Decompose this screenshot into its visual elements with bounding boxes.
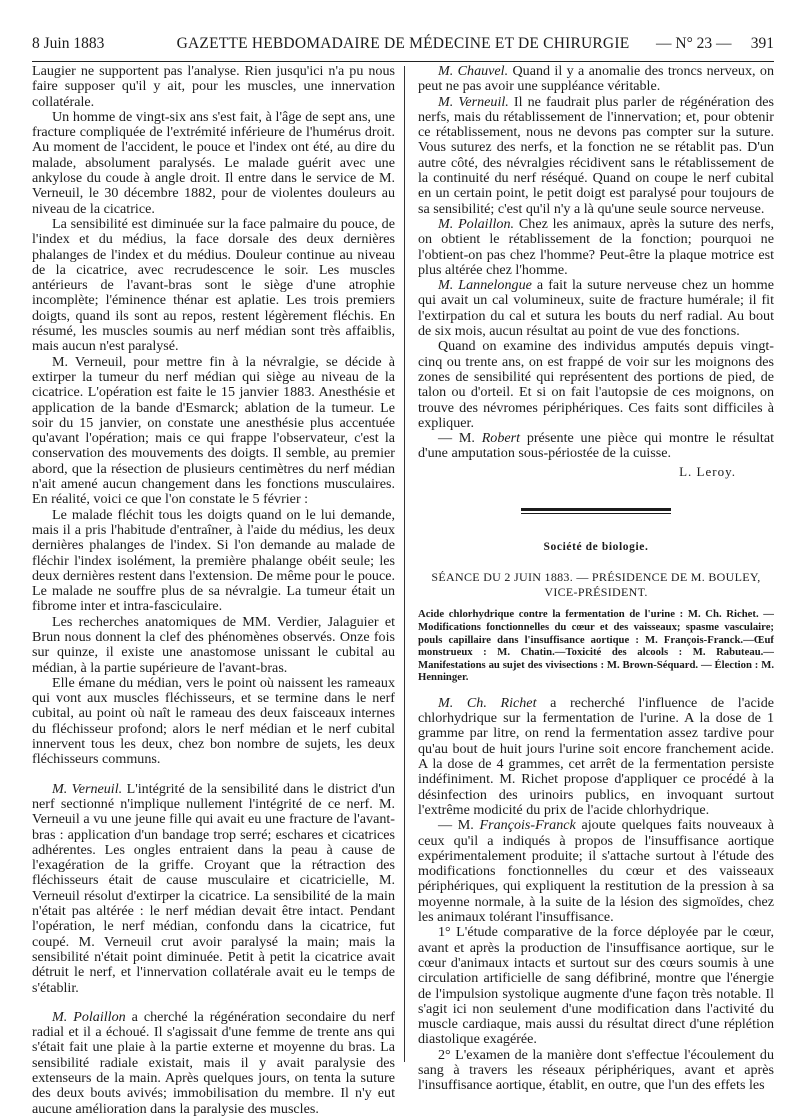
speaker-name: M. Ch. Richet — [438, 694, 537, 711]
paragraph — [32, 782, 395, 996]
speaker-name: M. Verneuil. — [438, 93, 509, 110]
paragraph-text: ajoute quelques faits nouveaux à ceux qu'il a indiqués à propos de l'insuffisance aortique expérimentalement produite; il s'attache surtout à l'étude des modifications fonctionnelles du cœur et des vaisseaux périphériques, qui expliquent la restitution de la pression à sa moyenne normale, à la suite de la lésion des sigmoïdes, chez les animaux tolérant l'insuffisance. — [418, 817, 774, 926]
dash-prefix: — M. — [438, 817, 474, 834]
paragraph — [418, 278, 774, 339]
paragraph: Laugier ne supportent pas l'analyse. Rien jusqu'ici n'a pu nous faire supposer qu'il y ait, pour les muscles, une innervation collatérale. — [32, 63, 395, 110]
speaker-name: M. Lannelongue — [438, 277, 532, 294]
paragraph-text: L'intégrité de la sensibilité dans le district d'un nerf sectionné n'implique nullement l'intégrité de ce nerf. M. Verneuil a vu une jeune fille qui avait eu une fracture de l'avant-bras : application d'un bandage trop serré; eschares et cicatrices adhérentes. Les ongles entraient dans la peau à cause de l'exagération de la griffe. Croyant que la rétraction des fléchisseurs était de cause musculaire et cicatricielle, M. Verneuil résolut d'extirper la cicatrice. La sensibilité de la main n'était pas altérée : le nerf médian devait être intact. Pendant l'opération, le nerf médian, confondu dans la cicatrice, fut coupé. M. Verneuil crut avoir paralysé la main; mais la sensibilité n'était point diminuée. Petit à petit la cicatrice avait détruit le nerf, et l'innervation collatérale avait eu le temps de s'établir. — [32, 780, 396, 996]
session-summary: Acide chlorhydrique contre la fermentation de l'urine : M. Ch. Richet. — Modifications fonctionnelles du cœur et des vaisseaux; spasme vasculaire; pouls capillaire dans l'insuffisance aortique : M. François-Franck.—Œuf monstrueux : M. Chatin.—Toxicité des alcools : M. Rabuteau.—Manifestations au sujet des vivisections : M. Brown-Séquard. — Élection : M. Henninger. — [418, 608, 774, 684]
speaker-name: M. Polaillon — [52, 1008, 126, 1025]
speaker-name: François-Franck — [479, 817, 576, 834]
header-publication-title: GAZETTE HEBDOMADAIRE DE MÉDECINE ET DE CHIRURGIE — [176, 35, 630, 52]
seance-heading: SÉANCE DU 2 JUIN 1883. — PRÉSIDENCE DE M. BOULEY, VICE-PRÉSIDENT. — [431, 570, 761, 600]
left-column — [32, 64, 395, 1117]
column-divider — [404, 66, 405, 1062]
running-header — [32, 34, 774, 54]
speaker-name: M. Verneuil. — [52, 780, 123, 797]
paragraph: 1° L'étude comparative de la force déployée par le cœur, avant et après la production de l'insuffisance aortique, sur le cœur d'animaux intacts et surtout sur des cœurs soumis à une circulation artificielle de sang défibriné, montre que l'énergie de l'impulsion systolique augmente d'une façon très notable. Il s'agit ici non seulement d'une modification dans l'activité du muscle cardiaque, mais aussi du résultat direct d'une réplétion diastolique exagérée. — [418, 924, 774, 1048]
author-signature: L. Leroy. — [679, 463, 736, 479]
spacer — [32, 768, 395, 782]
paragraph: Les recherches anatomiques de MM. Verdier, Jalaguier et Brun nous donnent la clef des phénomènes observés. Onze fois sur quinze, il existe une anastomose unissant le cubital au médian, à la partie supérieure de l'avant-bras. — [32, 613, 395, 676]
paragraph: Un homme de vingt-six ans s'est fait, à l'âge de sept ans, une fracture compliquée de l'extrémité inférieure de l'humérus droit. Au moment de l'accident, le pouce et l'index ont été, au dire du malade, absolument paralysés. Le malade guérit avec une ankylose du coude à angle droit. Il entre dans le service de M. Verneuil, le 30 décembre 1882, pour de violentes douleurs au niveau de la cicatrice. — [32, 108, 395, 217]
speaker-name: Robert — [481, 430, 521, 447]
paragraph — [418, 217, 774, 278]
paragraph — [418, 431, 774, 462]
header-rule — [32, 61, 774, 62]
paragraph-text: présente une pièce qui montre le résultat d'une amputation sous-périostée de la cuisse. — [418, 430, 774, 462]
header-date: 8 Juin 1883 — [32, 35, 105, 52]
paragraph-text: a cherché la régénération secondaire du nerf radial et il a échoué. Il s'agissait d'une femme de trente ans qui s'était fait une plaie à la partie externe et moyenne du bras. La sensibilité radiale existait, mais il y avait paralysie des extenseurs de la main. Après quelques jours, on tenta la suture des deux bouts avivés; immobilisation du membre. Il n'y eut aucune amélioration dans la paralysie des muscles. — [32, 1008, 395, 1117]
paragraph — [418, 696, 774, 818]
paragraph — [32, 1010, 395, 1117]
paragraph-text: Quand il y a anomalie des troncs nerveux, on peut ne pas avoir une suppléance véritable. — [418, 63, 775, 95]
paragraph-text: a fait la suture nerveuse chez un homme qui avait un cal volumineux, suite de fracture humérale; il fit l'extirpation du cal et sutura les bouts du nerf radial. Au bout de six mois, aucun résultat au point de vue des fonctions. — [418, 277, 774, 340]
speaker-name: M. Polaillon. — [438, 215, 515, 232]
paragraph — [418, 818, 774, 925]
paragraph — [418, 95, 774, 217]
paragraph-text: Chez les animaux, après la suture des nerfs, on obtient le rétablissement de la fonction; pourquoi ne l'obtient-on pas chez l'homme? Peut-être la plaque motrice est plus altérée chez l'homme. — [418, 215, 774, 278]
paragraph: Elle émane du médian, vers le point où naissent les rameaux qui vont aux muscles fléchisseurs, et se termine dans le nerf cubital, au point où naît le rameau des deux faisceaux internes du fléchisseur profond; alors le nerf médian et le nerf cubital innervent tous les deux, chez bon nombre de sujets, les deux fléchisseurs communs. — [32, 674, 395, 768]
header-page-number: 391 — [750, 35, 774, 52]
section-title: Société de biologie. — [543, 541, 649, 554]
spacer — [32, 996, 395, 1010]
paragraph: 2° L'examen de la manière dont s'effectue l'écoulement du sang à travers les réseaux périphériques, avant et après l'insuffisance aortique, établit, en outre, que l'un des effets les — [418, 1046, 774, 1094]
paragraph — [418, 64, 774, 95]
paragraph-text: Il ne faudrait plus parler de régénération des nerfs, mais du rétablissement de l'innervation; et, pour obtenir ce rétablissement, nous ne devons pas compter sur la suture. Vous suturez des nerfs, et la fonction ne se rétablit pas. D'un autre côté, des névralgies récidivent sans le rétablissement de la continuité du nerf réséqué. Quand on coupe le nerf cubital en un certain point, le petit doigt est paralysé pour toujours de sa sensibilité; c'est qu'il n'y a là qu'une seule source nerveuse. — [418, 93, 774, 217]
paragraph: La sensibilité est diminuée sur la face palmaire du pouce, de l'index et du médius, la face dorsale des deux dernières phalanges de l'index et du médius. Douleur continue au niveau de la cicatrice, avec recrudescence le soir. Les muscles antérieurs de l'avant-bras sont le siège d'une atrophie incomplète; l'éminence thénar est aplatie. Les trois premiers doigts, quand ils sont au repos, restent légèrement fléchis. En résumé, les muscles soumis au nerf médian sont très affaiblis, mais aucun n'est paralysé. — [32, 215, 395, 355]
section-separator-rule — [521, 508, 671, 514]
speaker-name: M. Chauvel. — [438, 63, 509, 79]
paragraph: M. Verneuil, pour mettre fin à la névralgie, se décide à extirper la tumeur du nerf médian qui siège au niveau de la cicatrice. L'opération est faite le 15 janvier 1883. Anesthésie et application de la bande d'Esmarck; ablation de la tumeur. Le soir du 15 janvier, on constate une anesthésie plus accentuée qu'avant l'opération; mais ce qui frappe l'observateur, c'est la conservation des mouvements des doigts. Il semble, au premier abord, que la résection de plusieurs centimètres du nerf médian n'ait amené aucun changement dans les fonctions musculaires. En réalité, voici ce que l'on constate le 5 février : — [32, 353, 395, 508]
right-column — [418, 64, 774, 1094]
header-issue-number: — N° 23 — — [656, 35, 732, 52]
paragraph: Quand on examine des individus amputés depuis vingt-cinq ou trente ans, on est frappé de voir sur les moignons des zones de sensibilité qui représentent des portions de pied, de talon ou d'orteil. Et si on fait l'autopsie de ces moignons, on trouve des névromes périphériques. Ces faits sont difficiles à expliquer. — [418, 338, 774, 431]
paragraph-text: a recherché l'influence de l'acide chlorhydrique sur la fermentation de l'urine. A la dose de 1 gramme par litre, on rend la fermentation assez tardive pour qu'au bout de huit jours l'urine soit encore franchement acide. A la dose de 4 grammes, cet arrêt de la fermentation persiste indéfiniment. M. Richet propose d'appliquer ce procédé à la désinfection des urinoirs publics, en invoquant surtout l'extrême modicité du prix de l'acide chlorhydrique. — [418, 694, 774, 818]
dash-prefix: — M. — [438, 430, 475, 447]
paragraph: Le malade fléchit tous les doigts quand on le lui demande, mais il a pris l'habitude d'entraîner, à l'aide du médius, les deux dernières phalanges de l'index. Si l'on demande au malade de fléchir l'index isolément, la première phalange obéit seule; les deux dernières restent dans l'extension. De même pour le pouce. Le malade ne souffre plus de sa névralgie. La tumeur était un fibrome inter et intra-fasciculaire. — [32, 506, 395, 615]
